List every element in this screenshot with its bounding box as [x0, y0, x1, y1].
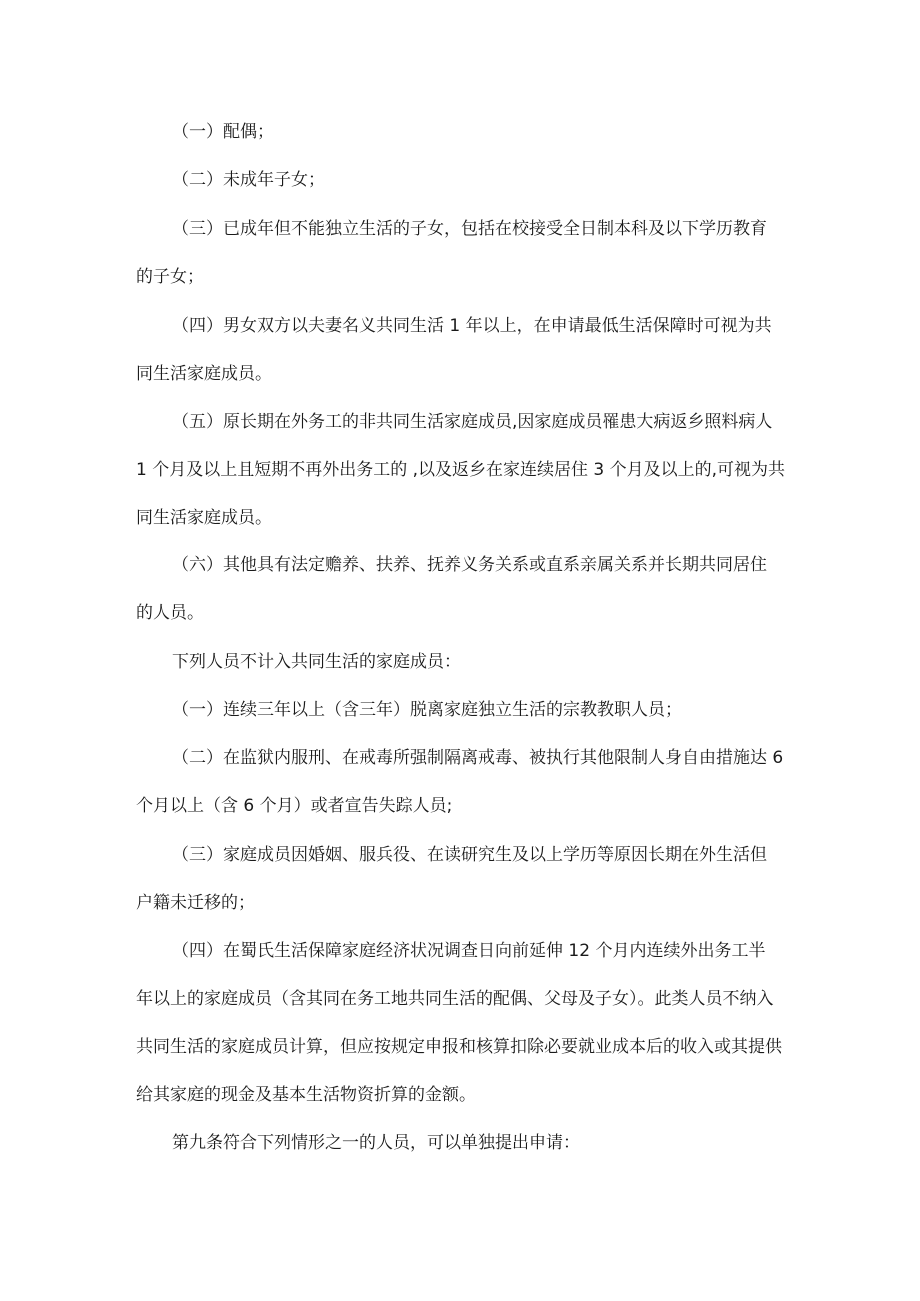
- text-line: 户籍未迁移的；: [136, 893, 255, 913]
- text-line: （二）在监狱内服刑、在戒毒所强制隔离戒毒、被执行其他限制人身自由措施达 6: [172, 748, 784, 768]
- paragraph-excluded-members-heading: [136, 638, 796, 686]
- paragraph-item-4-cohabiting: [136, 302, 796, 398]
- text-line: （二）未成年子女；: [172, 170, 325, 190]
- text-line: 同生活家庭成员。: [136, 364, 272, 384]
- text-line: （四）男女双方以夫妻名义共同生活 1 年以上，在申请最低生活保障时可视为共: [172, 316, 772, 336]
- text-line: 的子女；: [136, 267, 204, 287]
- paragraph-excluded-item-4-migrant-workers: [136, 927, 796, 1119]
- text-line: 年以上的家庭成员（含其同在务工地共同生活的配偶、父母及子女）。此类人员不纳入: [136, 989, 774, 1009]
- text-line: 第九条符合下列情形之一的人员，可以单独提出申请：: [172, 1133, 580, 1153]
- paragraph-excluded-item-2-restricted: [136, 734, 796, 830]
- paragraph-item-3-adult-children: [136, 205, 796, 301]
- paragraph-excluded-item-3-living-away: [136, 831, 796, 927]
- text-line: （六）其他具有法定赡养、扶养、抚养义务关系或直系亲属关系并长期共同居住: [172, 555, 767, 575]
- text-line: （四）在蜀氏生活保障家庭经济状况调查日向前延伸 12 个月内连续外出务工半: [172, 941, 766, 961]
- text-line: 给其家庭的现金及基本生活物资折算的金额。: [136, 1085, 476, 1105]
- text-line: （一）配偶；: [172, 122, 274, 142]
- text-line: 的人员。: [136, 603, 204, 623]
- paragraph-excluded-item-1-clergy: [136, 686, 796, 734]
- text-line: （三）家庭成员因婚姻、服兵役、在读研究生及以上学历等原因长期在外生活但: [172, 845, 767, 865]
- text-line: （一）连续三年以上（含三年）脱离家庭独立生活的宗教教职人员；: [172, 700, 682, 720]
- paragraph-item-5-returning-workers: [136, 398, 796, 542]
- paragraph-item-2-minor-children: [136, 156, 796, 204]
- text-line: （五）原长期在外务工的非共同生活家庭成员,因家庭成员罹患大病返乡照料病人: [172, 412, 773, 432]
- text-line: 1 个月及以上且短期不再外出务工的 ,以及返乡在家连续居住 3 个月及以上的,可视为共: [136, 460, 786, 480]
- paragraph-article-9-heading: [136, 1119, 796, 1167]
- text-line: （三）已成年但不能独立生活的子女，包括在校接受全日制本科及以下学历教育: [172, 219, 767, 239]
- text-line: 同生活家庭成员。: [136, 508, 272, 528]
- text-line: 共同生活的家庭成员计算，但应按规定申报和核算扣除必要就业成本后的收入或其提供: [136, 1037, 782, 1057]
- paragraph-item-6-other-dependents: [136, 541, 796, 637]
- paragraph-item-1-spouse: [136, 108, 796, 156]
- text-line: 下列人员不计入共同生活的家庭成员：: [172, 652, 461, 672]
- text-line: 个月以上（含 6 个月）或者宣告失踪人员;: [136, 796, 453, 816]
